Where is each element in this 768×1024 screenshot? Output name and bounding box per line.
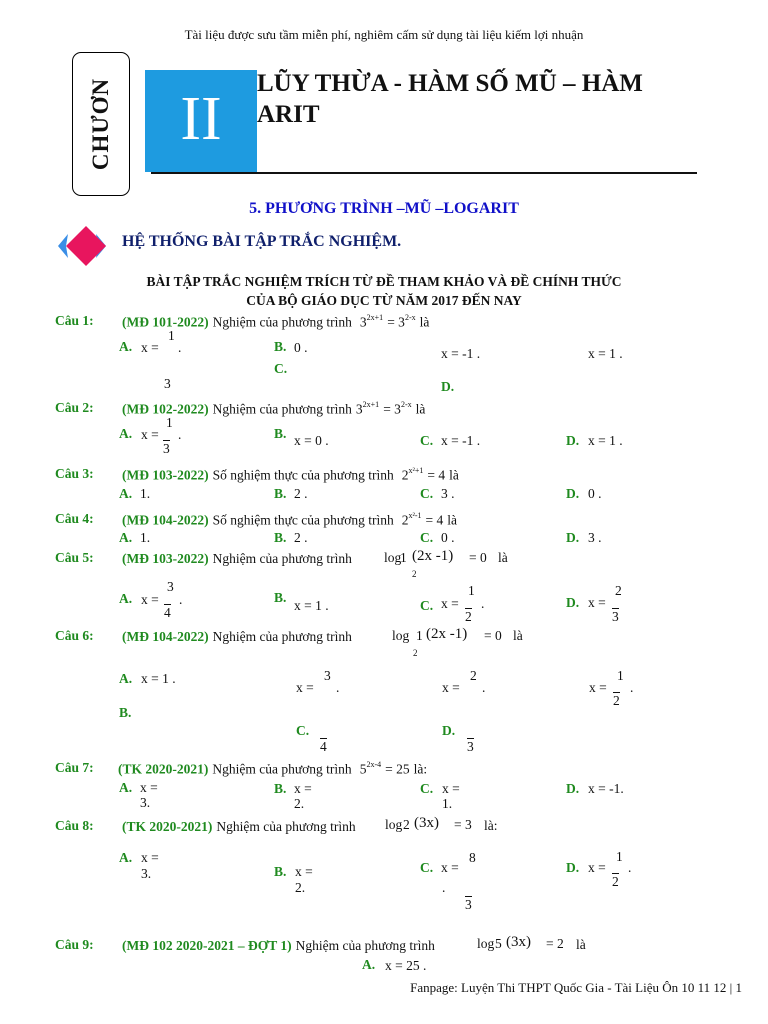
option-a-label[interactable]: A. [119,850,133,865]
option-c-numerator: 2 [470,668,477,683]
log-function: log [384,550,402,565]
option-c-label[interactable]: C. [420,598,434,613]
option-d-label[interactable]: D. [442,723,456,738]
equation-base: 2 [401,467,409,483]
exponent: 2-x [404,313,416,322]
option-b-value: x = [295,864,313,879]
equation-base: 2 [401,512,409,528]
option-b-value-2: 2. [295,880,306,895]
log-base: 5 [495,936,502,951]
option-c-value: x = [442,781,460,796]
question-text: Số nghiệm thực của phương trình [212,467,394,483]
equation-rhs: = 4 [425,512,444,528]
exponent: 2-x [400,400,412,409]
option-d-tail: . [628,860,632,875]
option-d-value: x = 1 . [588,346,623,361]
question-text: Nghiệm của phương trình [216,819,356,834]
option-a-value: 1. [140,486,151,501]
option-c-denominator: 3 [465,897,472,912]
option-a-value: x = [140,780,158,795]
option-c-value: x = [441,860,459,875]
option-d-tail: . [630,680,634,695]
log-base-denominator: 2 [412,569,417,579]
log-base-denominator: 2 [413,648,418,658]
log-argument: (2x -1) [412,548,454,564]
log-function: log [385,817,403,832]
option-b-tail: . [336,680,340,695]
question-text: Nghiệm của phương trình [295,938,435,953]
option-c-numerator: 1 [468,583,475,598]
option-b-label[interactable]: B. [274,339,287,354]
option-d-value: x = 1 . [588,433,623,448]
option-c-value-2: 1. [442,796,453,811]
option-b-numerator: 3 [324,668,331,683]
option-a-denominator: 3 [164,376,171,391]
option-b-label[interactable]: B. [274,530,287,545]
header-note: Tài liệu được sưu tầm miễn phí, nghiêm cấm sử dụng tài liệu kiếm lợi nhuận [184,27,584,42]
intro-line-1: BÀI TẬP TRẮC NGHIỆM TRÍCH TỪ ĐỀ THAM KHẢO VÀ ĐỀ CHÍNH THỨC [146,274,622,289]
option-a-value: x = [141,592,159,607]
option-c-label[interactable]: C. [420,433,434,448]
option-c-denominator: 3 [467,739,474,754]
option-b-label[interactable]: B. [119,705,132,720]
option-a-label[interactable]: A. [119,671,133,686]
option-a-tail: . [179,592,183,607]
option-d-numerator: 1 [616,849,623,864]
equation-rhs: = 25 [385,761,410,777]
question-text: Nghiệm của phương trình [212,761,352,777]
option-d-label[interactable]: D. [566,433,580,448]
equation-base: 3 [355,401,363,417]
option-a-value-2: 3. [141,866,152,881]
question-text: Nghiệm của phương trình [212,314,352,330]
log-argument: (3x) [506,934,531,950]
exponent: 2x+1 [366,313,384,322]
question-stem [122,628,352,646]
option-b-value: 2 . [294,530,308,545]
question-end: là: [413,761,428,777]
option-b-value: x = 0 . [294,433,329,448]
question-label: Câu 2: [55,400,94,415]
option-c-label[interactable]: C. [296,723,310,738]
option-b-label[interactable]: B. [274,590,287,605]
question-label: Câu 6: [55,628,94,643]
option-c-label[interactable]: C. [420,486,434,501]
option-b-label[interactable]: B. [274,426,287,441]
equation-rhs: = 0 [484,628,502,643]
option-c-label[interactable]: C. [274,361,288,376]
option-a-numerator: 3 [167,579,174,594]
chapter-label: CHƯƠN [88,77,113,171]
option-c-value: x = [441,596,459,611]
question-end: là [513,628,523,643]
option-d-label[interactable]: D. [566,530,580,545]
question-text: Nghiệm của phương trình [212,629,352,644]
option-a-tail: . [178,427,182,442]
option-b-value: 0 . [294,340,308,355]
question-stem [122,550,352,568]
option-d-denominator: 3 [612,609,619,624]
diamond-icon [52,222,112,270]
intro-line-2: CỦA BỘ GIÁO DỤC TỪ NĂM 2017 ĐẾN NAY [246,293,522,308]
option-a-numerator: 1 [168,328,175,343]
option-a-label[interactable]: A. [362,957,376,972]
question-label: Câu 7: [55,760,94,775]
question-end: là: [484,818,498,833]
question-label: Câu 9: [55,937,94,952]
chapter-number-box [145,70,257,172]
option-d-label[interactable]: D. [566,486,580,501]
option-c-label[interactable]: C. [420,860,434,875]
question-text: Số nghiệm thực của phương trình [212,512,394,528]
chapter-title-line-2: ARIT [257,101,320,128]
option-b-label[interactable]: B. [274,486,287,501]
option-d-label[interactable]: D. [566,781,580,796]
chapter-number: II [180,85,222,153]
exponent: 2x+1 [362,400,380,409]
question-stem [118,760,427,778]
option-c-value: x = -1 . [441,433,481,448]
option-b-value: x = 1 . [294,598,329,613]
option-a-value: x = [141,850,159,865]
option-c-value: x = [442,680,460,695]
question-end: là [576,937,586,952]
option-a-value: x = 1 . [141,671,176,686]
question-end: là [498,550,508,565]
option-a-value: x = [141,427,159,442]
question-source: (MĐ 104-2022) [122,629,209,644]
equation-rhs: = 2 [546,936,564,951]
option-b-label[interactable]: B. [274,781,287,796]
option-d-value: x = [589,680,607,695]
option-c-tail: . [482,680,486,695]
equation-rhs: = 3 [454,817,472,832]
log-argument: (2x -1) [426,626,468,642]
option-c-dot: . [442,880,446,895]
option-a-denominator: 4 [164,605,171,620]
question-end: là [419,314,430,330]
question-text: Nghiệm của phương trình [212,551,352,566]
option-a-label[interactable]: A. [119,530,133,545]
question-source: (MĐ 102 2020-2021 – ĐỢT 1) [122,938,292,953]
option-c-label[interactable]: C. [420,781,434,796]
option-a-label[interactable]: A. [119,426,133,441]
option-b-value: 2 . [294,486,308,501]
option-a-tail: . [178,340,182,355]
option-a-value: 1. [140,530,151,545]
exponent: x²-1 [408,511,422,520]
question-label: Câu 5: [55,550,94,565]
chapter-title-line-1: LŨY THỪA - HÀM SỐ MŨ – HÀM [257,70,643,97]
exponent: 2x-4 [366,760,382,769]
option-d-denominator: 2 [612,874,619,889]
option-b-denominator: 4 [320,739,327,754]
equation-rhs: = 0 [469,550,487,565]
equation-rhs: = 3 [387,314,405,330]
option-b-value-2: 2. [294,796,305,811]
option-a-denominator: 3 [163,441,170,456]
option-c-numerator: 8 [469,850,476,865]
option-b-value: x = [294,781,312,796]
option-d-label[interactable]: D. [441,379,455,394]
option-c-label[interactable]: C. [420,530,434,545]
option-a-value: x = [141,340,159,355]
exponent: x²+1 [408,466,424,475]
option-c-value: 0 . [441,530,455,545]
option-d-value: 3 . [588,530,602,545]
question-source: (MĐ 103-2022) [122,551,209,566]
equation-base: 3 [359,314,367,330]
log-function: log [392,628,410,643]
question-source: (MĐ 103-2022) [122,467,209,483]
log-base: 2 [403,817,410,832]
option-a-value: x = 25 . [385,958,427,973]
question-end: là [415,401,426,417]
equation-rhs: = 4 [427,467,446,483]
question-stem [122,511,457,529]
option-a-label[interactable]: A. [119,339,133,354]
option-c-value: 3 . [441,486,455,501]
question-end: là [447,512,458,528]
question-source: (MĐ 104-2022) [122,512,209,528]
log-argument: (3x) [414,815,439,831]
option-d-label[interactable]: D. [566,595,580,610]
log-function: log [477,936,495,951]
option-d-value: x = -1. [588,781,624,796]
option-a-label[interactable]: A. [119,780,133,795]
section-title: 5. PHƯƠNG TRÌNH –MŨ –LOGARIT [249,200,519,217]
option-b-label[interactable]: B. [274,864,287,879]
option-b-value: x = [296,680,314,695]
option-d-value: x = [588,595,606,610]
question-source: (MĐ 102-2022) [122,401,209,417]
question-label: Câu 3: [55,466,94,481]
equation-base: 5 [359,761,367,777]
question-source: (MĐ 101-2022) [122,314,209,330]
question-label: Câu 8: [55,818,94,833]
question-text: Nghiệm của phương trình [212,401,352,417]
option-d-value: x = [588,860,606,875]
option-d-label[interactable]: D. [566,860,580,875]
question-stem [122,818,356,836]
chapter-label-box [72,52,130,196]
option-a-label[interactable]: A. [119,591,133,606]
option-c-denominator: 2 [465,609,472,624]
option-d-numerator: 2 [615,583,622,598]
log-base-numerator: 1 [400,550,407,565]
question-end: là [449,467,459,483]
option-a-value-2: 3. [140,795,151,810]
log-base-numerator: 1 [416,628,423,643]
option-a-label[interactable]: A. [119,486,133,501]
title-underline [151,172,697,174]
exercise-heading: HỆ THỐNG BÀI TẬP TRẮC NGHIỆM. [122,233,402,250]
question-source: (TK 2020-2021) [118,761,209,777]
option-c-tail: . [481,596,485,611]
equation-rhs: = 3 [383,401,401,417]
option-c-value: x = -1 . [441,346,481,361]
option-d-denominator: 2 [613,693,620,708]
question-stem [122,466,459,484]
option-d-numerator: 1 [617,668,624,683]
option-a-numerator: 1 [166,415,173,430]
question-stem [122,937,435,955]
footer: Fanpage: Luyện Thi THPT Quốc Gia - Tài Liệu Ôn 10 11 12 | 1 [410,980,742,995]
question-source: (TK 2020-2021) [122,819,213,834]
question-label: Câu 4: [55,511,94,526]
question-label: Câu 1: [55,313,94,328]
option-d-value: 0 . [588,486,602,501]
